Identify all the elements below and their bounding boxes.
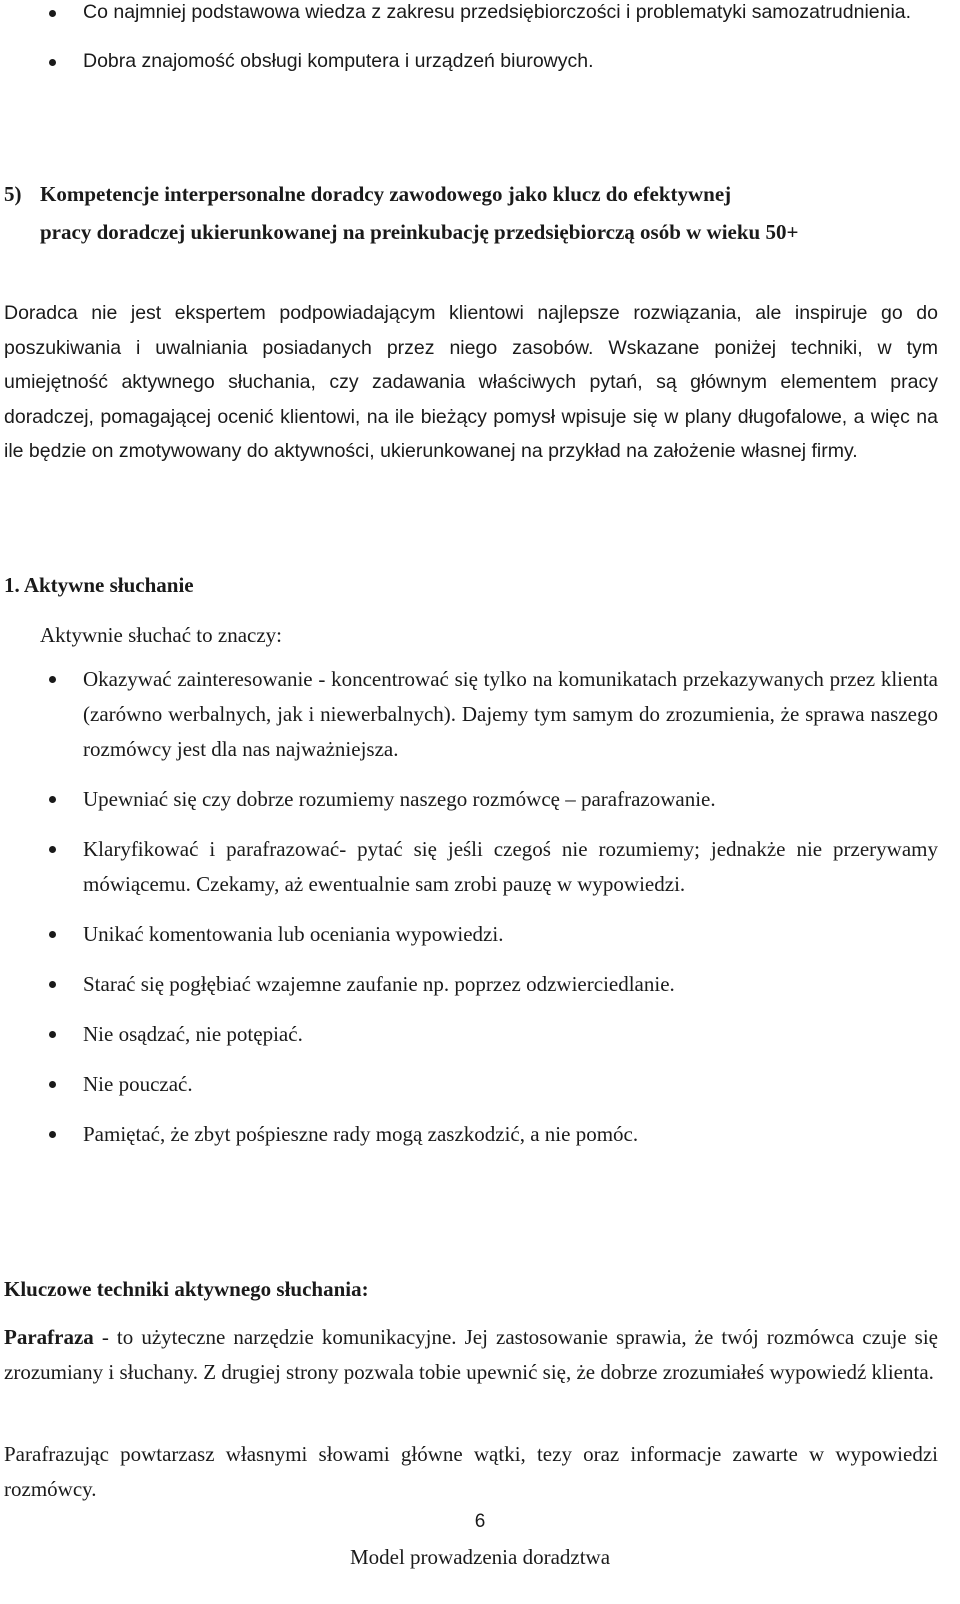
paraphrase-term: Parafraza	[4, 1325, 94, 1349]
footer-title: Model prowadzenia doradztwa	[349, 1545, 611, 1569]
requirements-list	[0, 0, 960, 78]
paraphrase-explanation: Parafrazując powtarzasz własnymi słowami główne wątki, tezy oraz informacje zawarte w wypowiedzi rozmówcy.	[4, 1442, 938, 1501]
intro-paragraph: Doradca nie jest ekspertem podpowiadającym klientowi najlepsze rozwiązania, ale inspiruje go do poszukiwania i uwalniania posiadanych przez niego zasobów. Wskazane poniżej techniki, w tym umiejętność aktywnego słuchania, czy zadawania właściwych pytań, są głównym elementem pracy doradczej, pomagającej ocenić klientowi, na ile bieżący pomysł wpisuje się w plany długofalowe, a więc na ile będzie on zmotywowany do aktywności, ukierunkowanej na przykład na założenie własnej firmy.	[4, 302, 938, 463]
paraphrase-paragraph	[4, 1320, 938, 1390]
section-title-line-1: Kompetencje interpersonalne doradcy zawodowego jako klucz do efektywnej	[40, 182, 732, 206]
section-heading	[4, 175, 938, 251]
subsection-heading: 1. Aktywne słuchanie	[4, 573, 194, 597]
techniques-heading: Kluczowe techniki aktywnego słuchania:	[4, 1277, 369, 1301]
list-item: Unikać komentowania lub oceniania wypowiedzi.	[0, 917, 960, 952]
list-item: Upewniać się czy dobrze rozumiemy naszego rozmówcę – parafrazowanie.	[0, 782, 960, 817]
section-number: 5)	[4, 182, 22, 206]
page-number: 6	[474, 1511, 486, 1532]
list-item: Klaryfikować i parafrazować- pytać się jeśli czegoś nie rozumiemy; jednakże nie przerywamy mówiącemu. Czekamy, aż ewentualnie sam zrobi pauzę w wypowiedzi.	[0, 832, 960, 902]
paraphrase-text: - to użyteczne narzędzie komunikacyjne. Jej zastosowanie sprawia, że twój rozmówca czuje się zrozumiany i słuchany. Z drugiej strony pozwala tobie upewnić się, że dobrze zrozumiałeś wypowiedź klienta.	[4, 1325, 938, 1384]
subsection-subheading: Aktywnie słuchać to znaczy:	[40, 623, 282, 647]
list-item: Dobra znajomość obsługi komputera i urządzeń biurowych.	[0, 45, 960, 78]
section-title-line-2: pracy doradczej ukierunkowanej na preinkubację przedsiębiorczą osób w wieku 50+	[40, 220, 799, 244]
list-item: Pamiętać, że zbyt pośpieszne rady mogą zaszkodzić, a nie pomóc.	[0, 1117, 960, 1152]
list-item: Okazywać zainteresowanie - koncentrować się tylko na komunikatach przekazywanych przez klienta (zarówno werbalnych, jak i niewerbalnych). Dajemy tym samym do zrozumienia, że sprawa naszego rozmówcy jest dla nas najważniejsza.	[0, 662, 960, 767]
list-item: Nie pouczać.	[0, 1067, 960, 1102]
list-item: Co najmniej podstawowa wiedza z zakresu przedsiębiorczości i problematyki samozatrudnienia.	[0, 0, 960, 29]
active-listening-list	[0, 662, 960, 1167]
list-item: Nie osądzać, nie potępiać.	[0, 1017, 960, 1052]
list-item: Starać się pogłębiać wzajemne zaufanie np. poprzez odzwierciedlanie.	[0, 967, 960, 1002]
